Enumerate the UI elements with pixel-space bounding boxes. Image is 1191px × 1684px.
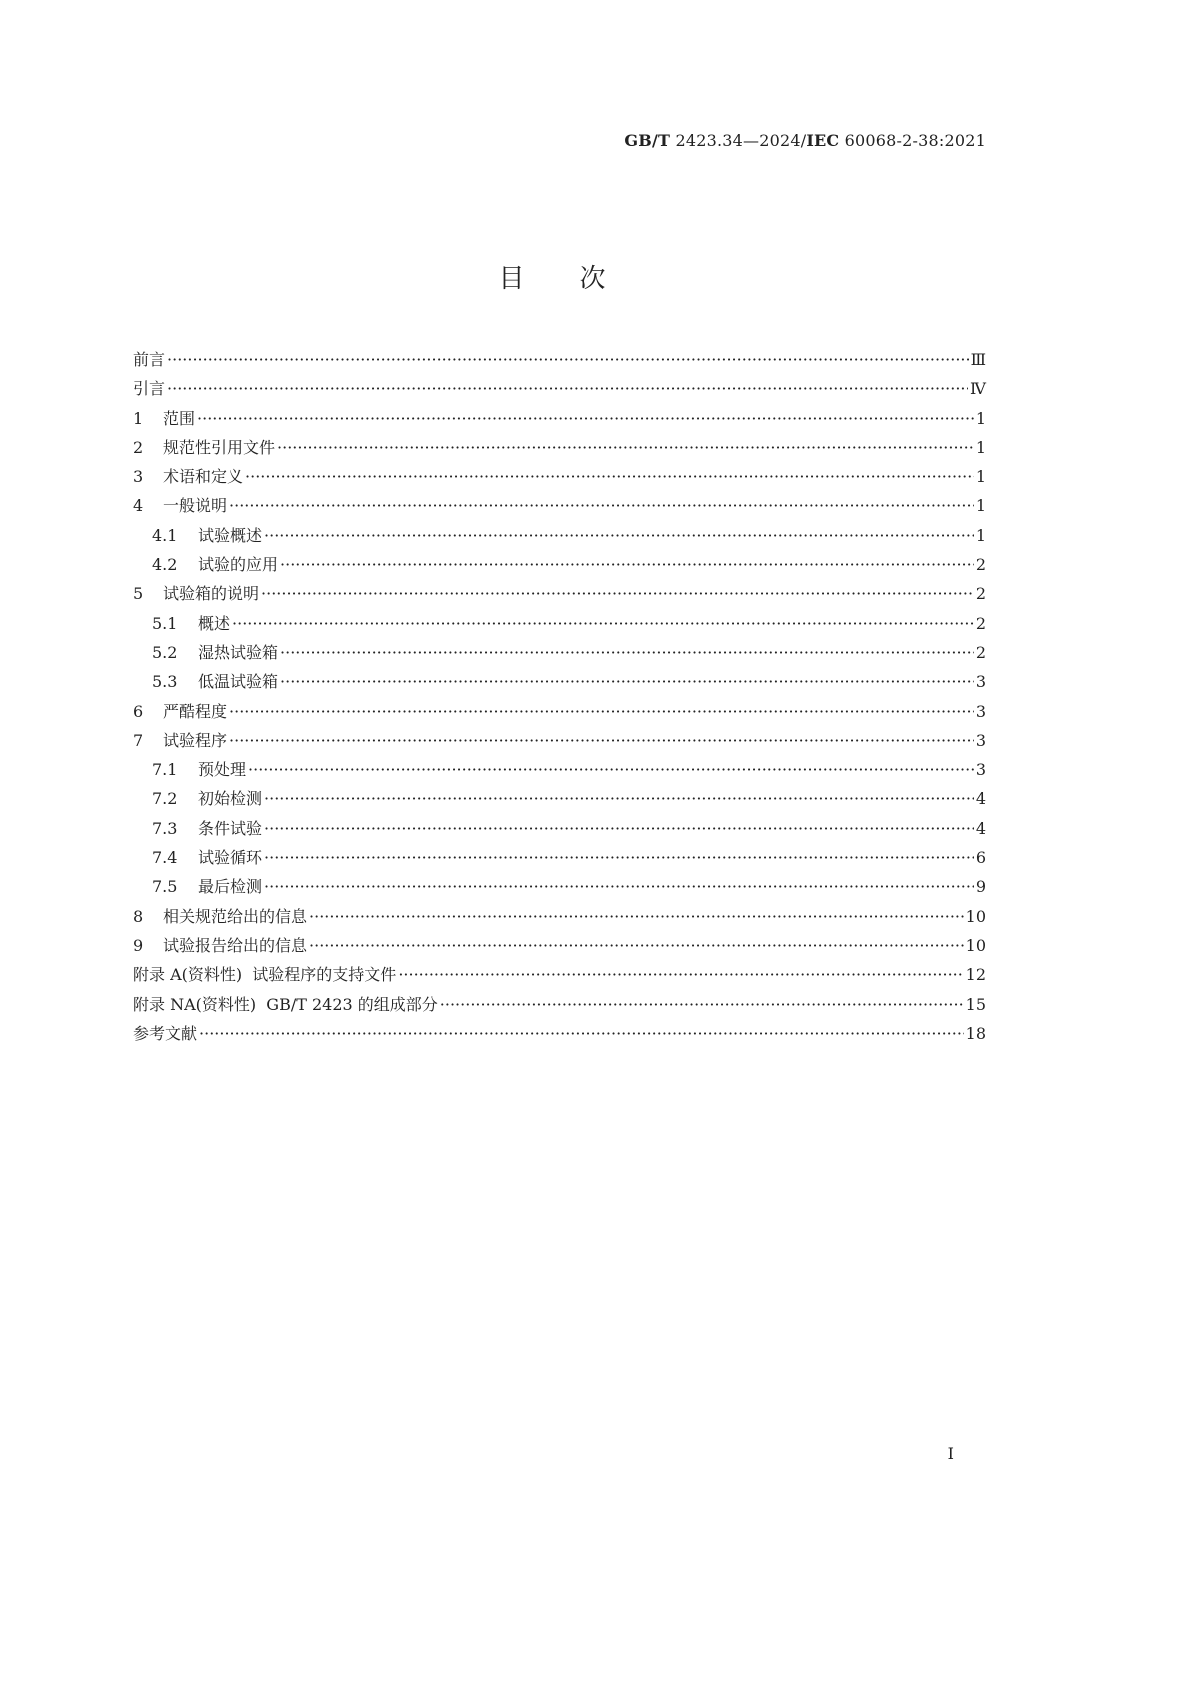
toc-entry-number: 7.4 bbox=[152, 848, 178, 868]
toc-entry-title: 严酷程度 bbox=[163, 701, 228, 721]
toc-entry-title: 试验报告给出的信息 bbox=[163, 935, 308, 955]
toc-leader-dots bbox=[264, 789, 974, 808]
toc-entry-number: 9 bbox=[133, 935, 144, 955]
toc-leader-dots bbox=[264, 819, 974, 838]
toc-entry-number: 5.2 bbox=[152, 642, 178, 662]
toc-entry-title: 初始检测 bbox=[198, 789, 263, 809]
toc-entry[interactable] bbox=[133, 464, 986, 493]
toc-entry[interactable] bbox=[133, 874, 986, 903]
toc-entry[interactable] bbox=[133, 376, 986, 405]
toc-entry-page: 1 bbox=[975, 408, 986, 428]
toc-entry-page: 9 bbox=[975, 877, 986, 897]
toc-entry-title: 前言 bbox=[133, 350, 166, 369]
toc-leader-dots bbox=[280, 672, 974, 691]
toc-entry-title: 术语和定义 bbox=[163, 467, 244, 487]
toc-leader-dots bbox=[264, 526, 974, 545]
document-code-iec-number: 60068-2-38:2021 bbox=[844, 131, 986, 150]
toc-entry[interactable] bbox=[133, 611, 986, 640]
toc-entry-number: 6 bbox=[133, 701, 144, 721]
document-code bbox=[624, 131, 986, 150]
toc-entry[interactable] bbox=[133, 933, 986, 962]
toc-entry-title: 试验的应用 bbox=[198, 555, 279, 575]
toc-entry-page: 10 bbox=[965, 906, 986, 926]
toc-entry-page: 6 bbox=[975, 848, 986, 868]
toc-entry-page: 2 bbox=[975, 584, 986, 604]
toc-leader-dots bbox=[277, 438, 974, 457]
toc-leader-dots bbox=[280, 643, 974, 662]
toc-entry[interactable] bbox=[133, 493, 986, 522]
toc-entry-page: 3 bbox=[975, 730, 986, 750]
toc-entry-page: 1 bbox=[975, 467, 986, 487]
toc-entry-page: 2 bbox=[975, 555, 986, 575]
toc-leader-dots bbox=[264, 877, 974, 896]
toc-entry-number: 5 bbox=[133, 584, 144, 604]
toc-entry-title: 范围 bbox=[163, 408, 196, 428]
toc-entry-page: 4 bbox=[975, 789, 986, 809]
toc-entry-number: 7.2 bbox=[152, 789, 178, 809]
toc-entry-page: 15 bbox=[965, 994, 986, 1014]
toc-entry[interactable] bbox=[133, 1021, 986, 1050]
toc-leader-dots bbox=[167, 379, 968, 398]
toc-leader-dots bbox=[309, 907, 964, 926]
toc-entry-number: 5.1 bbox=[152, 613, 178, 633]
toc-leader-dots bbox=[398, 965, 963, 984]
toc-entry[interactable] bbox=[133, 435, 986, 464]
toc-entry[interactable] bbox=[133, 699, 986, 728]
toc-entry-title: 试验概述 bbox=[198, 525, 263, 545]
toc-entry-title: 条件试验 bbox=[198, 818, 263, 838]
toc-entry-number: 8 bbox=[133, 906, 144, 926]
toc-entry-title: 试验程序 bbox=[163, 730, 228, 750]
toc-entry-number: 7 bbox=[133, 730, 144, 750]
toc-entry-title: 相关规范给出的信息 bbox=[163, 906, 308, 926]
table-of-contents bbox=[133, 347, 986, 1050]
page-number: I bbox=[947, 1444, 954, 1463]
toc-entry-title: 低温试验箱 bbox=[198, 672, 279, 692]
toc-entry-page: 4 bbox=[975, 818, 986, 838]
toc-entry[interactable] bbox=[133, 523, 986, 552]
toc-entry-page: 3 bbox=[975, 760, 986, 780]
toc-leader-dots bbox=[167, 350, 969, 369]
page-title: 目次 bbox=[498, 264, 661, 294]
toc-entry[interactable] bbox=[133, 845, 986, 874]
toc-leader-dots bbox=[229, 702, 974, 721]
toc-entry[interactable] bbox=[133, 786, 986, 815]
toc-entry-page: 3 bbox=[975, 701, 986, 721]
toc-leader-dots bbox=[280, 555, 974, 574]
toc-entry[interactable] bbox=[133, 640, 986, 669]
toc-entry-page: Ⅳ bbox=[970, 379, 986, 399]
toc-entry-number: 7.3 bbox=[152, 818, 178, 838]
toc-leader-dots bbox=[440, 995, 964, 1014]
toc-entry-page: 1 bbox=[975, 525, 986, 545]
toc-entry-number: 7.5 bbox=[152, 877, 178, 897]
toc-entry[interactable] bbox=[133, 962, 986, 991]
toc-entry-page: 12 bbox=[965, 965, 986, 985]
toc-entry[interactable] bbox=[133, 904, 986, 933]
toc-entry-title: 最后检测 bbox=[198, 877, 263, 897]
document-code-gbt: GB/T bbox=[624, 131, 671, 150]
toc-entry[interactable] bbox=[133, 992, 986, 1021]
toc-entry-number: 1 bbox=[133, 408, 144, 428]
toc-entry-page: 2 bbox=[975, 613, 986, 633]
toc-entry-number: 4.2 bbox=[152, 555, 178, 575]
toc-leader-dots bbox=[229, 496, 974, 515]
document-code-iec: IEC bbox=[806, 131, 840, 150]
toc-entry-number: 5.3 bbox=[152, 672, 178, 692]
toc-leader-dots bbox=[309, 936, 964, 955]
toc-entry[interactable] bbox=[133, 669, 986, 698]
toc-entry-number: 3 bbox=[133, 467, 144, 487]
toc-entry-title: 预处理 bbox=[198, 760, 247, 780]
toc-entry-page: 10 bbox=[965, 935, 986, 955]
toc-entry-page: 2 bbox=[975, 642, 986, 662]
toc-leader-dots bbox=[245, 467, 974, 486]
toc-entry-number: 7.1 bbox=[152, 760, 178, 780]
toc-leader-dots bbox=[232, 614, 974, 633]
toc-entry[interactable] bbox=[133, 757, 986, 786]
toc-entry[interactable] bbox=[133, 347, 986, 376]
toc-entry-title: 一般说明 bbox=[163, 496, 228, 516]
toc-entry-title: 引言 bbox=[133, 379, 166, 399]
toc-entry[interactable] bbox=[133, 581, 986, 610]
toc-entry[interactable] bbox=[133, 406, 986, 435]
toc-leader-dots bbox=[229, 731, 974, 750]
toc-entry-title: 湿热试验箱 bbox=[198, 642, 279, 662]
toc-entry-page: 1 bbox=[975, 437, 986, 457]
toc-leader-dots bbox=[264, 848, 974, 867]
toc-leader-dots bbox=[197, 409, 974, 428]
toc-entry[interactable] bbox=[133, 816, 986, 845]
toc-entry-title: 参考文献 bbox=[133, 1023, 198, 1043]
toc-entry-title: 试验箱的说明 bbox=[163, 584, 260, 604]
toc-leader-dots bbox=[261, 584, 974, 603]
document-code-number: 2423.34—2024/ bbox=[675, 131, 807, 150]
toc-entry-title: 试验循环 bbox=[198, 848, 263, 868]
toc-entry-page: 3 bbox=[975, 672, 986, 692]
toc-leader-dots bbox=[199, 1024, 964, 1043]
toc-entry-title: 附录 NA(资料性) GB/T 2423 的组成部分 bbox=[133, 994, 438, 1014]
toc-entry-number: 4 bbox=[133, 496, 144, 516]
toc-entry-page: 1 bbox=[975, 496, 986, 516]
toc-entry-page: 18 bbox=[965, 1023, 986, 1043]
toc-entry-title: 概述 bbox=[198, 613, 231, 633]
toc-entry-number: 4.1 bbox=[152, 525, 178, 545]
toc-leader-dots bbox=[248, 760, 974, 779]
toc-entry[interactable] bbox=[133, 552, 986, 581]
toc-entry-page: Ⅲ bbox=[970, 350, 986, 369]
toc-entry-title: 规范性引用文件 bbox=[163, 437, 276, 457]
toc-entry[interactable] bbox=[133, 728, 986, 757]
toc-entry-number: 2 bbox=[133, 437, 144, 457]
toc-entry-title: 附录 A(资料性) 试验程序的支持文件 bbox=[133, 965, 397, 985]
